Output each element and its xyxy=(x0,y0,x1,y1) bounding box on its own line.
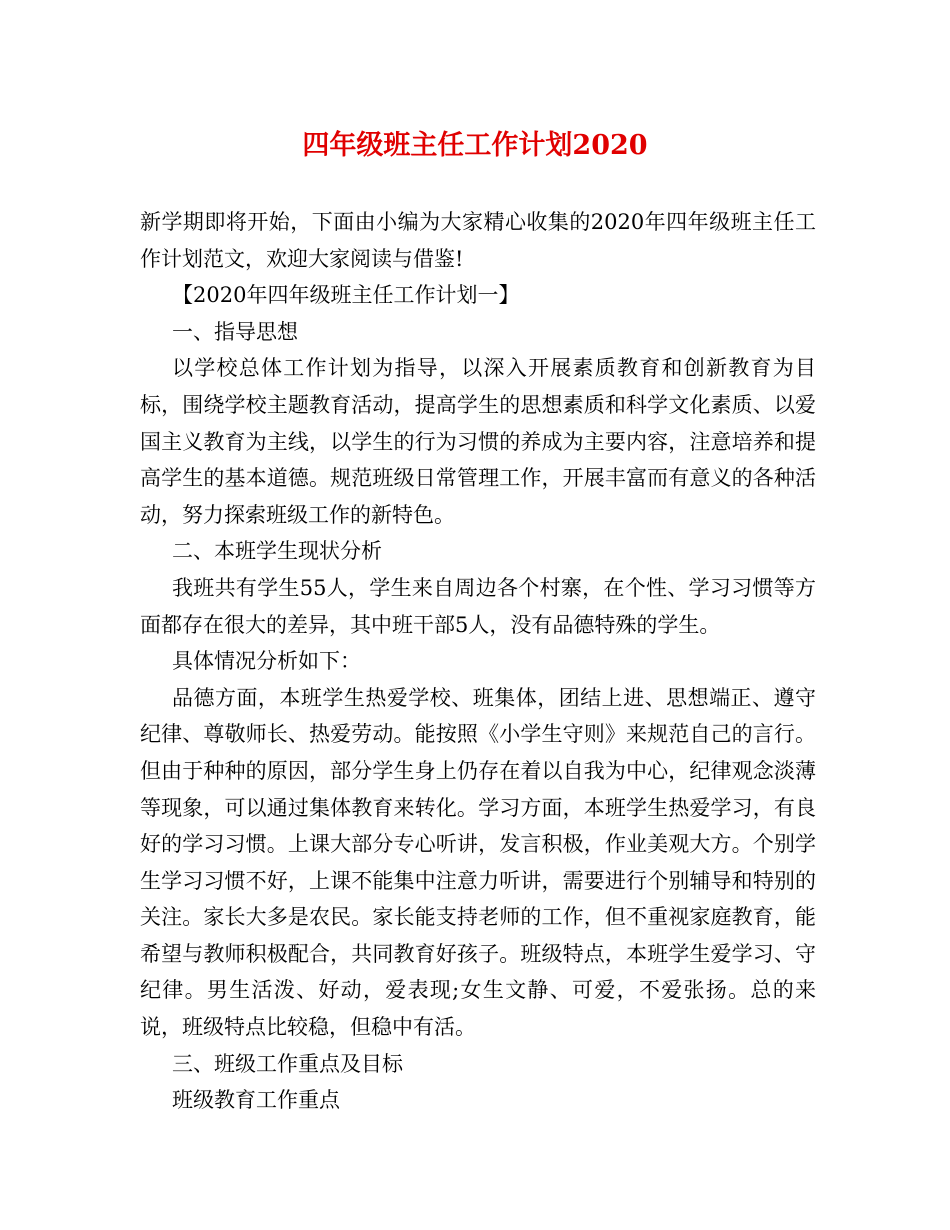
document-title: 四年级班主任工作计划2020 xyxy=(302,130,648,161)
subheading-education-focus: 班级教育工作重点 xyxy=(172,1088,340,1113)
analysis-intro-line: 具体情况分析如下： xyxy=(172,649,361,674)
section-heading-student-status: 二、本班学生现状分析 xyxy=(172,539,382,564)
plan-section-heading: 【2020年四年级班主任工作计划一】 xyxy=(172,283,520,308)
section-heading-guiding-ideology: 一、指导思想 xyxy=(172,319,298,344)
document-body xyxy=(140,204,816,1119)
guiding-ideology-paragraph: 以学校总体工作计划为指导，以深入开展素质教育和创新教育为目标，围绕学校主题教育活动，提高学生的思想素质和科学文化素质、以爱国主义教育为主线，以学生的行为习惯的养成为主要内容，注意培养和提高学生的基本道德。规范班级日常管理工作，开展丰富而有意义的各种活动，努力探索班级工作的新特色。 xyxy=(140,356,816,527)
student-status-paragraph: 我班共有学生55人，学生来自周边各个村寨，在个性、学习习惯等方面都存在很大的差异，其中班干部5人，没有品德特殊的学生。 xyxy=(140,575,816,637)
intro-paragraph: 新学期即将开始，下面由小编为大家精心收集的2020年四年级班主任工作计划范文，欢迎大家阅读与借鉴! xyxy=(140,210,816,271)
analysis-paragraph: 品德方面，本班学生热爱学校、班集体，团结上进、思想端正、遵守纪律、尊敬师长、热爱劳动。能按照《小学生守则》来规范自己的言行。但由于种种的原因，部分学生身上仍存在着以自我为中心，纪律观念淡薄等现象，可以通过集体教育来转化。学习方面，本班学生热爱学习，有良好的学习习惯。上课大部分专心听讲，发言积极，作业美观大方。个别学生学习习惯不好，上课不能集中注意力听讲，需要进行个别辅导和特别的关注。家长大多是农民。家长能支持老师的工作，但不重视家庭教育，能希望与教师积极配合，共同教育好孩子。班级特点，本班学生爱学习、守纪律。男生活泼、好动，爱表现;女生文静、可爱，不爱张扬。总的来说，班级特点比较稳，但稳中有活。 xyxy=(140,685,816,1040)
section-heading-work-focus: 三、班级工作重点及目标 xyxy=(172,1051,403,1076)
